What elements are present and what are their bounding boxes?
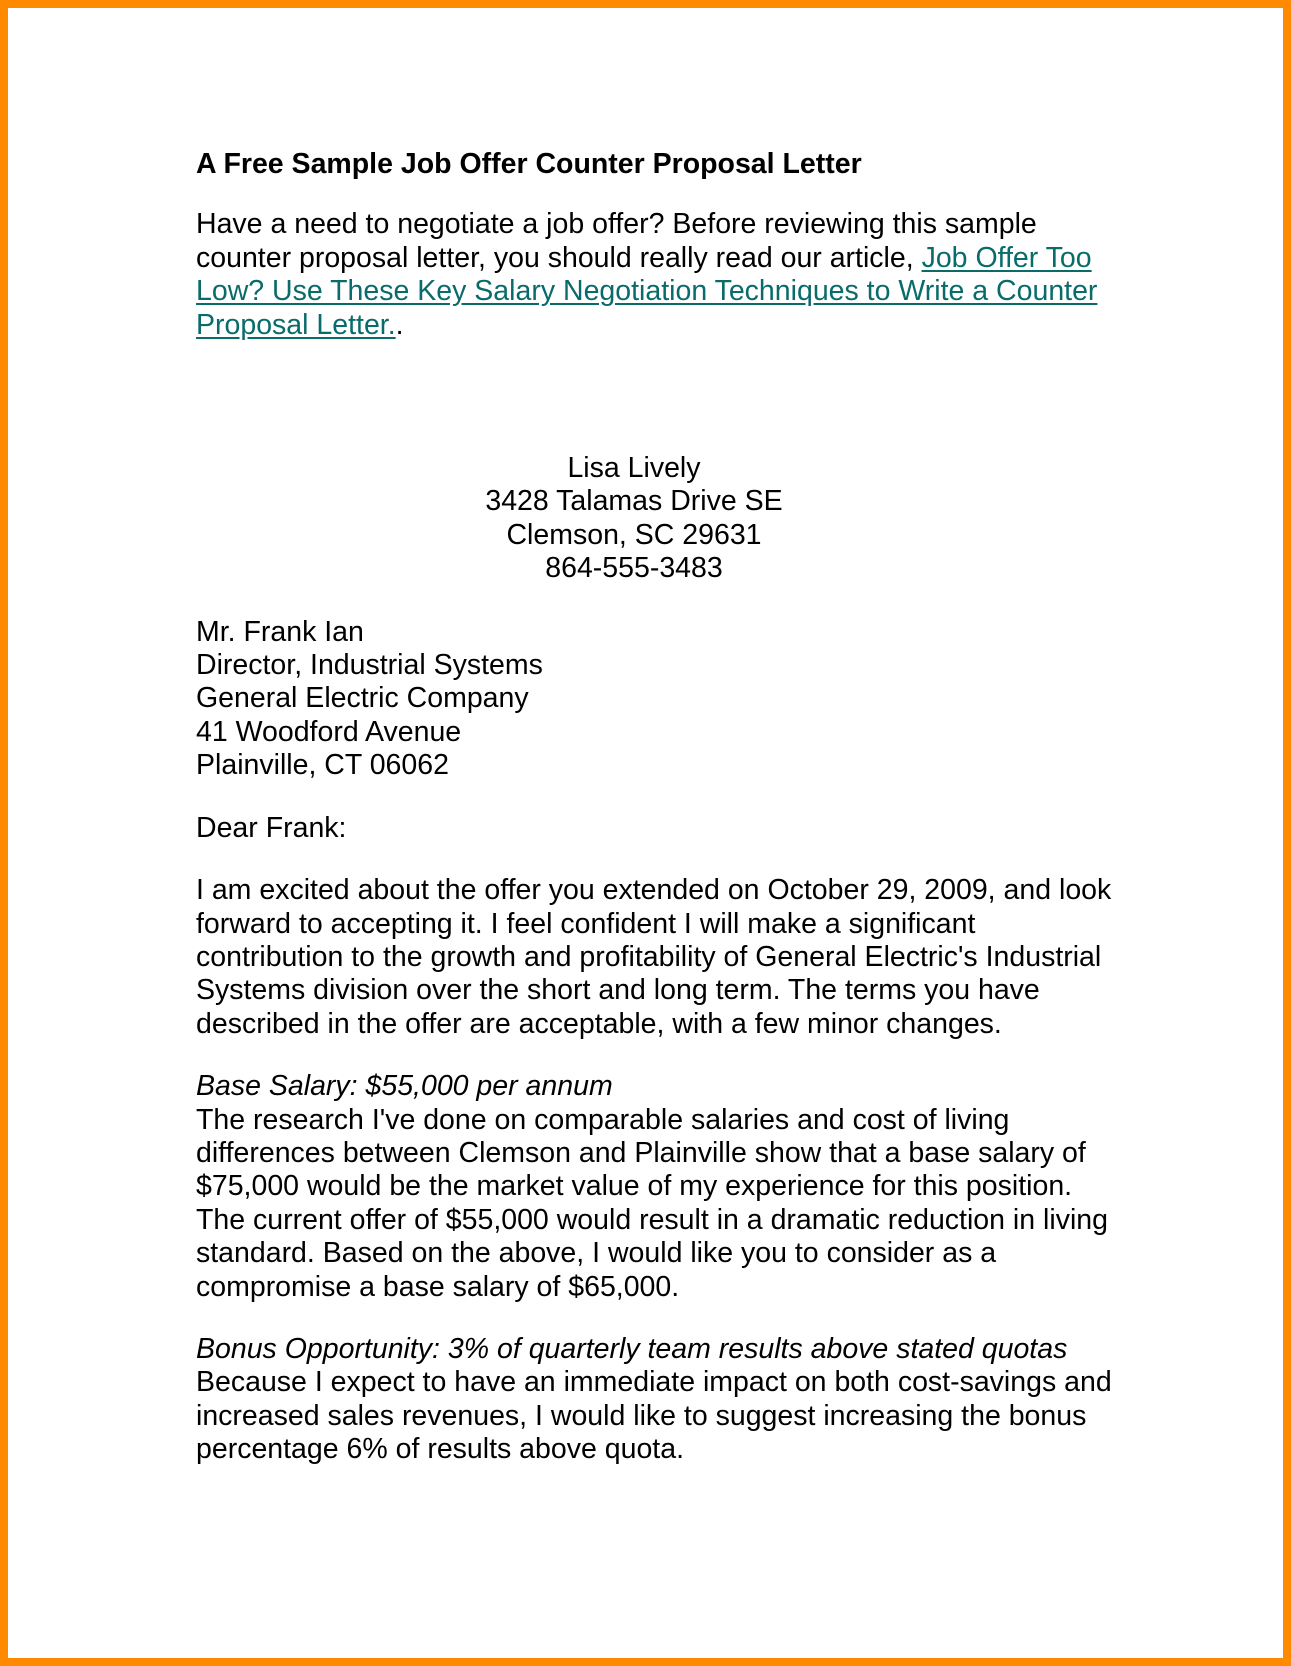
recipient-company: General Electric Company <box>196 682 529 715</box>
intro-paragraph <box>196 208 1116 342</box>
intro-trailing-text: . <box>395 308 404 341</box>
sender-phone: 864-555-3483 <box>545 552 723 585</box>
sender-name: Lisa Lively <box>567 452 701 485</box>
page-title: A Free Sample Job Offer Counter Proposal Letter <box>196 148 862 180</box>
intro-text: Have a need to negotiate a job offer? Before reviewing this sample counter proposal letter, you should really read our article, <box>196 208 1037 274</box>
section-text: The research I've done on comparable salaries and cost of living differences between Clemson and Plainville show that a base salary of $75,000 would be the market value of my experience for this position. The current offer of $55,000 would result in a dramatic reduction in living standard. Based on the above, I would like you to consider as a compromise a base salary of $65,000. <box>196 1103 1108 1303</box>
sender-street: 3428 Talamas Drive SE <box>485 485 783 518</box>
recipient-address-block <box>196 616 1116 783</box>
sender-city-state-zip: Clemson, SC 29631 <box>506 518 762 551</box>
recipient-street: 41 Woodford Avenue <box>196 715 462 748</box>
base-salary-section <box>196 1070 1116 1304</box>
bonus-section <box>196 1333 1116 1467</box>
section-heading: Bonus Opportunity: 3% of quarterly team results above stated quotas <box>196 1332 1068 1365</box>
section-text: Because I expect to have an immediate impact on both cost-savings and increased sales revenues, I would like to suggest increasing the bonus percentage 6% of results above quota. <box>196 1366 1112 1466</box>
recipient-name: Mr. Frank Ian <box>196 615 364 648</box>
section-heading: Base Salary: $55,000 per annum <box>196 1070 613 1103</box>
recipient-city-state-zip: Plainville, CT 06062 <box>196 749 449 782</box>
body-paragraph: I am excited about the offer you extended on October 29, 2009, and look forward to accepting it. I feel confident I will make a significant contribution to the growth and profitability of General Electric's Industrial Systems division over the short and long term. The terms you have described in the offer are acceptable, with a few minor changes. <box>196 874 1112 1040</box>
recipient-title: Director, Industrial Systems <box>196 649 543 682</box>
sender-address-block <box>196 452 1116 586</box>
article-link[interactable]: Job Offer Too Low? Use These Key Salary Negotiation Techniques to Write a Counter Proposal Letter. <box>196 241 1098 341</box>
letter-content <box>196 148 1116 1467</box>
salutation: Dear Frank: <box>196 811 347 844</box>
